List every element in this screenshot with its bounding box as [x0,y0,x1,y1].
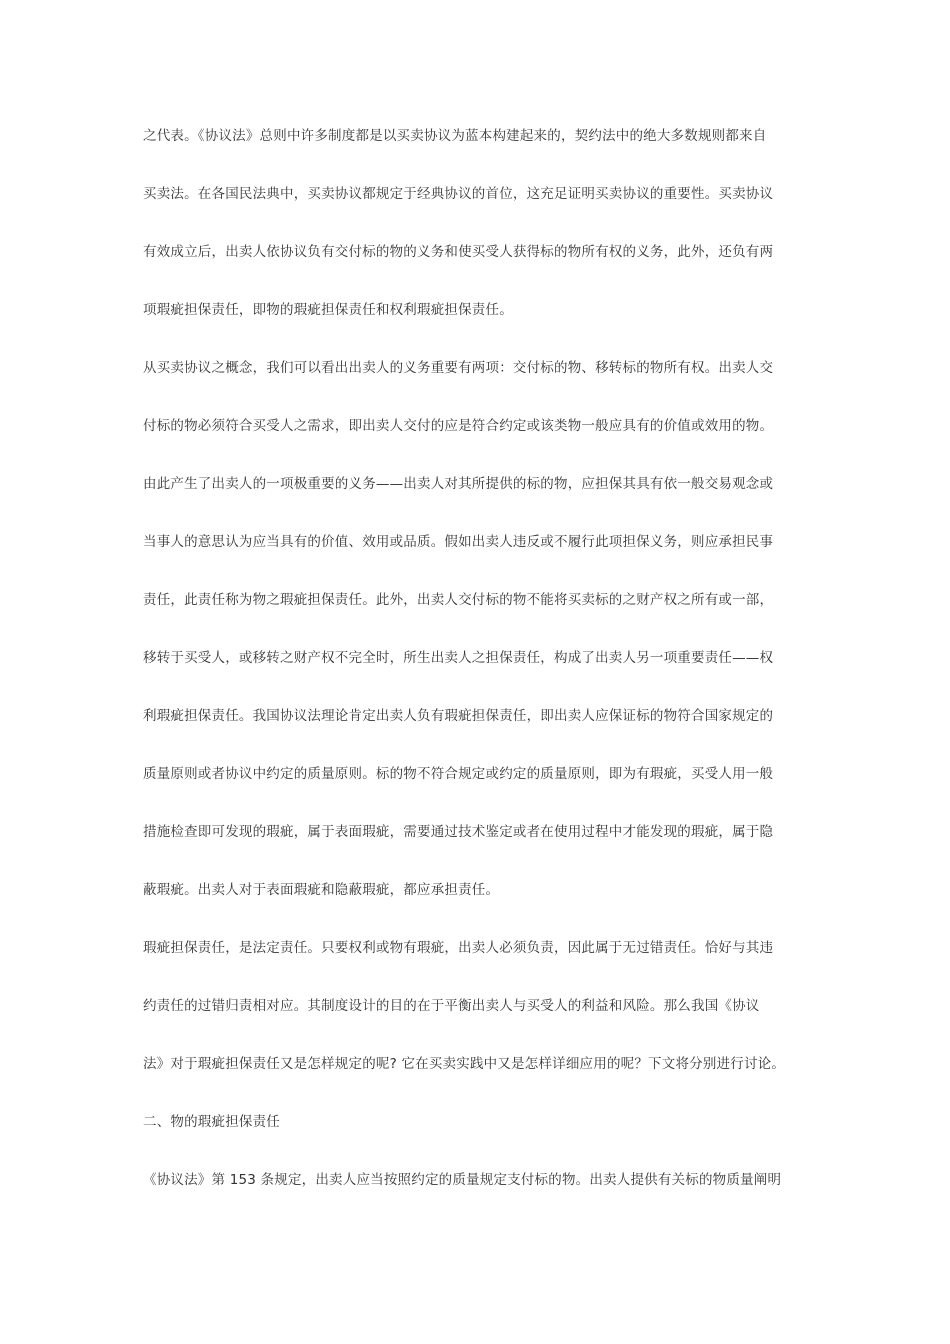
text-line: 《协议法》第 153 条规定，出卖人应当按照约定的质量规定支付标的物。出卖人提供有关标的物质量阐明 [143,1172,782,1188]
text-line: 有效成立后，出卖人依协议负有交付标的物的义务和使买受人获得标的物所有权的义务，此外，还负有两 [143,244,774,260]
text-line: 约责任的过错归责相对应。其制度设计的目的在于平衡出卖人与买受人的利益和风险。那么我国《协议 [143,998,760,1014]
text-line: 移转于买受人，或移转之财产权不完全时，所生出卖人之担保责任，构成了出卖人另一项重要责任——权 [143,650,774,666]
text-line: 蔽瑕疵。出卖人对于表面瑕疵和隐蔽瑕疵，都应承担责任。 [143,882,500,898]
text-line: 项瑕疵担保责任，即物的瑕疵担保责任和权利瑕疵担保责任。 [143,302,513,318]
text-line: 措施检查即可发现的瑕疵，属于表面瑕疵，需要通过技术鉴定或者在使用过程中才能发现的瑕疵，属于隐 [143,824,774,840]
text-line: 利瑕疵担保责任。我国协议法理论肯定出卖人负有瑕疵担保责任，即出卖人应保证标的物符合国家规定的 [143,708,774,724]
text-line: 法》对于瑕疵担保责任又是怎样规定的呢? 它在买卖实践中又是怎样详细应用的呢？下文将分别进行讨论。 [143,1056,786,1072]
text-line: 由此产生了出卖人的一项极重要的义务——出卖人对其所提供的标的物，应担保其具有依一般交易观念或 [143,476,774,492]
text-line: 从买卖协议之概念，我们可以看出出卖人的义务重要有两项：交付标的物、移转标的物所有权。出卖人交 [143,360,774,376]
text-line: 责任，此责任称为物之瑕疵担保责任。此外，出卖人交付标的物不能将买卖标的之财产权之所有或一部， [143,592,774,608]
text-line: 付标的物必须符合买受人之需求，即出卖人交付的应是符合约定或该类物一般应具有的价值或效用的物。 [143,418,774,434]
text-line: 之代表。《协议法》总则中许多制度都是以买卖协议为蓝本构建起来的，契约法中的绝大多数规则都来自 [143,128,767,144]
text-line: 买卖法。在各国民法典中，买卖协议都规定于经典协议的首位，这充足证明买卖协议的重要性。买卖协议 [143,186,774,202]
text-line: 瑕疵担保责任，是法定责任。只要权利或物有瑕疵，出卖人必须负责，因此属于无过错责任。恰好与其违 [143,940,774,956]
text-line: 当事人的意思认为应当具有的价值、效用或品质。假如出卖人违反或不履行此项担保义务，则应承担民事 [143,534,774,550]
section-heading: 二、物的瑕疵担保责任 [143,1114,280,1130]
text-line: 质量原则或者协议中约定的质量原则。标的物不符合规定或约定的质量原则，即为有瑕疵，买受人用一般 [143,766,774,782]
